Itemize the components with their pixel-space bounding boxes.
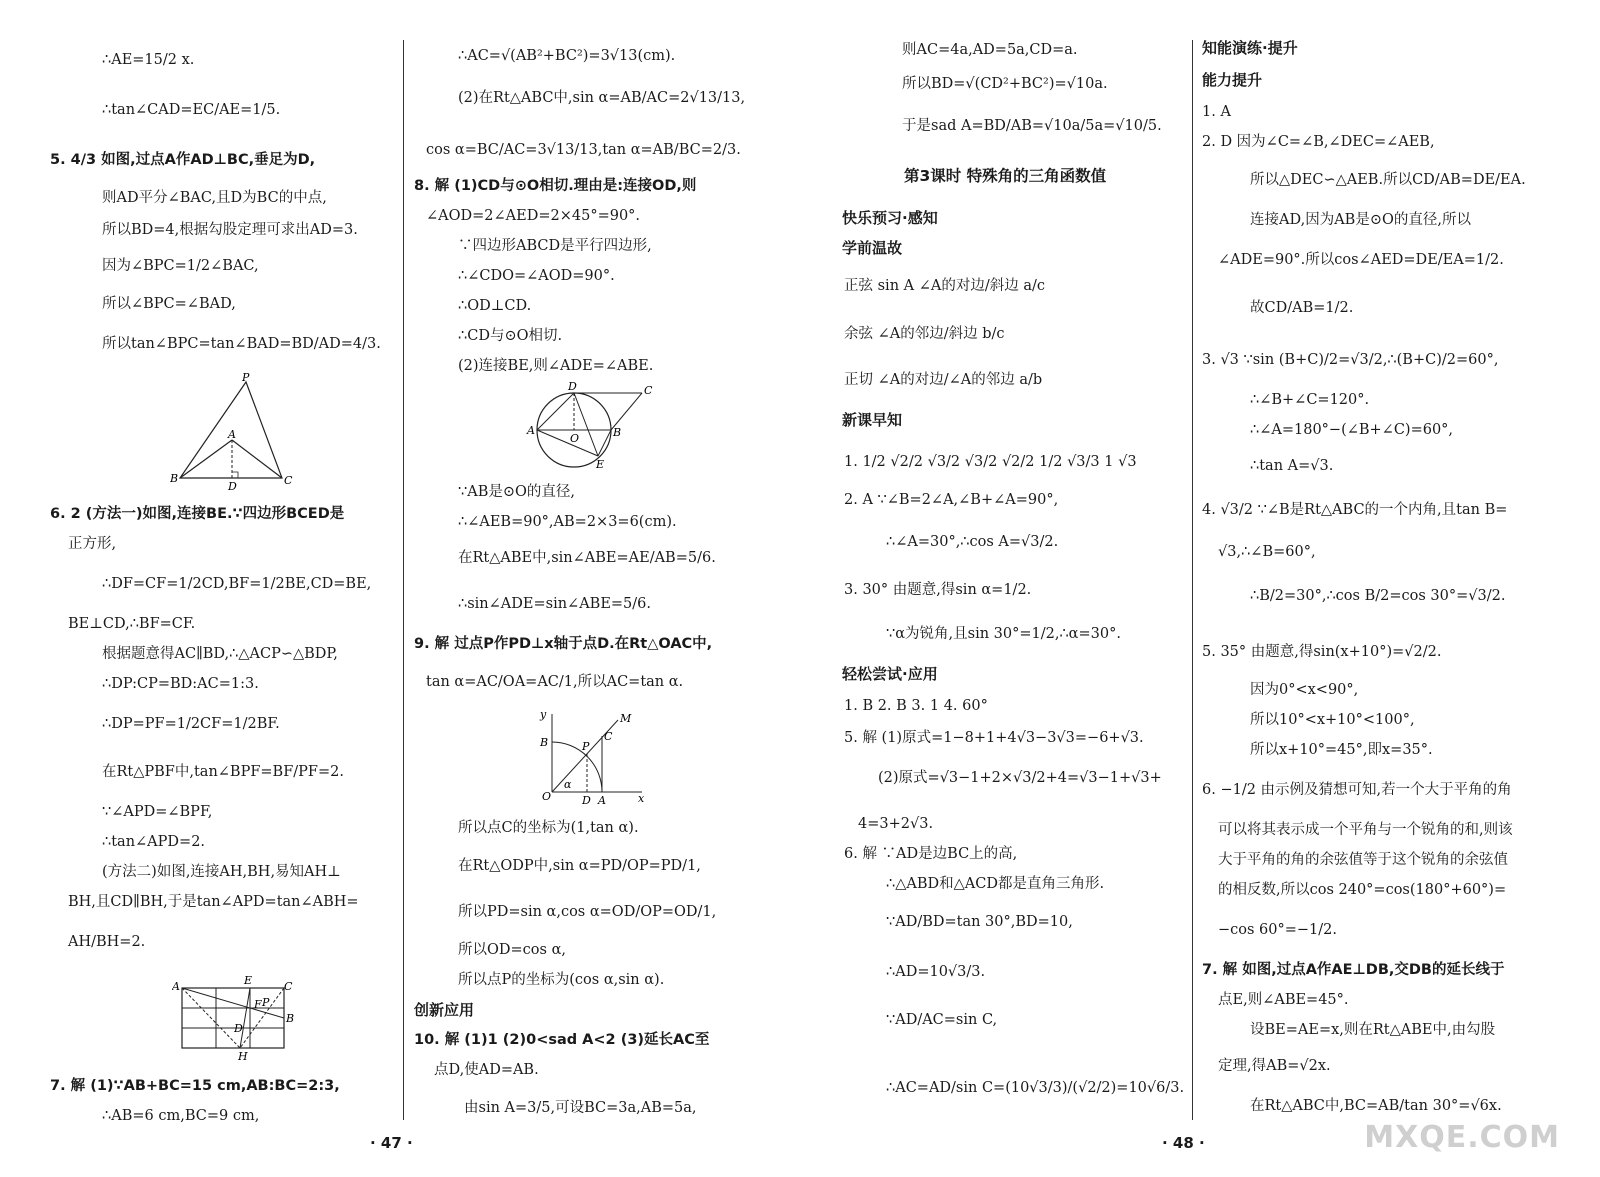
text-line: 所以BD=√(CD²+BC²)=√10a. [902,76,1108,92]
text-line: 则AD平分∠BAC,且D为BC的中点, [102,190,327,206]
text-line: ∠AOD=2∠AED=2×45°=90°. [426,208,641,224]
text-line: ∵AD/BD=tan 30°,BD=10, [886,914,1073,930]
section-heading: 轻松尝试·应用 [842,665,938,683]
section-heading: 创新应用 [414,1001,475,1019]
text-line: 由sin A=3/5,可设BC=3a,AB=5a, [464,1100,697,1116]
text-line: 的相反数,所以cos 240°=cos(180°+60°)= [1218,882,1507,898]
svg-text:H: H [238,1050,248,1062]
svg-text:E: E [596,458,605,471]
text-line: ∴DP:CP=BD:AC=1:3. [102,676,259,692]
text-line: 故CD/AB=1/2. [1250,300,1354,316]
section-heading: 快乐预习·感知 [842,209,938,227]
text-line: 3. 30° 由题意,得sin α=1/2. [844,582,1032,598]
text-line: 点E,则∠ABE=45°. [1218,992,1349,1008]
text-line: ∴AC=AD/sin C=(10√3/3)/(√2/2)=10√6/3. [886,1080,1185,1096]
text-line: 正方形, [68,536,117,552]
text-line: 连接AD,因为AB是⊙O的直径,所以 [1250,212,1471,228]
svg-text:P: P [262,996,270,1009]
svg-text:D: D [228,480,237,493]
figure-coordinate-unit-circle [538,708,648,808]
text-line: 5. 35° 由题意,得sin(x+10°)=√2/2. [1202,644,1442,660]
svg-text:O: O [570,432,580,445]
text-line: 6. 解 ∵AD是边BC上的高, [844,846,1018,862]
text-line: BH,且CD∥BH,于是tan∠APD=tan∠ABH= [68,894,359,910]
svg-text:E: E [244,974,253,987]
text-line: ∴tan∠APD=2. [102,834,206,850]
section-heading: 知能演练·提升 [1202,39,1298,57]
page-number-left: · 47 · [370,1134,413,1152]
text-line: ∵AB是⊙O的直径, [458,484,575,500]
text-line: ∴∠CDO=∠AOD=90°. [458,268,615,284]
svg-text:A: A [598,794,606,807]
section-heading: 学前温故 [842,239,903,257]
text-line: √3,∴∠B=60°, [1218,544,1316,560]
lesson-title: 第3课时 特殊角的三角函数值 [904,167,1107,185]
text-line: ∴∠A=30°,∴cos A=√3/2. [886,534,1059,550]
question-7-right: 7. 解 如图,过点A作AE⊥DB,交DB的延长线于 [1202,962,1505,978]
svg-text:O: O [542,790,552,803]
text-line: 1. B 2. B 3. 1 4. 60° [844,698,988,714]
question-7: 7. 解 (1)∵AB+BC=15 cm,AB:BC=2:3, [50,1078,340,1094]
text-line: ∵α为锐角,且sin 30°=1/2,∴α=30°. [886,626,1121,642]
svg-text:A: A [228,428,236,441]
text-line: 所以点P的坐标为(cos α,sin α). [458,972,665,988]
text-line: (2)原式=√3−1+2×√3/2+4=√3−1+√3+ [878,770,1162,786]
text-line: ∴B/2=30°,∴cos B/2=cos 30°=√3/2. [1250,588,1506,604]
text-line: ∴OD⊥CD. [458,298,532,314]
text-line: 所以△DEC∽△AEB.所以CD/AB=DE/EA. [1250,172,1526,188]
figure-triangle-pbc [170,372,300,494]
text-line: 在Rt△ABE中,sin∠ABE=AE/AB=5/6. [458,550,716,566]
svg-text:C: C [284,474,293,487]
text-line: ∴∠B+∠C=120°. [1250,392,1370,408]
svg-text:M: M [620,712,632,725]
section-heading: 新课早知 [842,411,903,429]
text-line: ∴tan∠CAD=EC/AE=1/5. [102,102,281,118]
svg-text:P: P [582,740,590,753]
question-6: 6. 2 (方法一)如图,连接BE.∵四边形BCED是 [50,506,345,522]
svg-text:B: B [613,426,622,439]
text-line: 因为0°<x<90°, [1250,682,1359,698]
svg-text:D: D [582,794,591,807]
text-line: 于是sad A=BD/AB=√10a/5a=√10/5. [902,118,1162,134]
text-line: 在Rt△PBF中,tan∠BPF=BF/PF=2. [102,764,344,780]
figure-circle-tangent [522,380,662,472]
text-line: 4=3+2√3. [858,816,934,832]
text-line: ∴DF=CF=1/2CD,BF=1/2BE,CD=BE, [102,576,372,592]
text-line: ∴AB=6 cm,BC=9 cm, [102,1108,260,1124]
text-line: 5. 解 (1)原式=1−8+1+4√3−3√3=−6+√3. [844,730,1144,746]
text-line: 正切 ∠A的对边/∠A的邻边 a/b [844,372,1043,388]
column-divider-right [1192,40,1193,1120]
figure-grid-rectangle [172,974,296,1062]
text-line: ∵∠APD=∠BPF, [102,804,213,820]
svg-text:F: F [254,998,262,1011]
text-line: (2)在Rt△ABC中,sin α=AB/AC=2√13/13, [458,90,746,106]
text-line: 则AC=4a,AD=5a,CD=a. [902,42,1078,58]
text-line: 4. √3/2 ∵∠B是Rt△ABC的一个内角,且tan B= [1202,502,1508,518]
text-line: cos α=BC/AC=3√13/13,tan α=AB/BC=2/3. [426,142,741,158]
question-10: 10. 解 (1)1 (2)0<sad A<2 (3)延长AC至 [414,1032,710,1048]
svg-text:B: B [286,1012,295,1025]
svg-text:C: C [644,384,653,397]
svg-text:A: A [527,424,535,437]
text-line: 根据题意得AC∥BD,∴△ACP∽△BDP, [102,646,338,662]
text-line: 所以PD=sin α,cos α=OD/OP=OD/1, [458,904,717,920]
svg-text:A: A [172,980,180,993]
svg-text:B: B [170,472,179,485]
question-9: 9. 解 过点P作PD⊥x轴于点D.在Rt△OAC中, [414,636,713,652]
text-line: ∵AD/AC=sin C, [886,1012,998,1028]
text-line: 在Rt△ODP中,sin α=PD/OP=PD/1, [458,858,701,874]
page-number-right: · 48 · [1162,1134,1205,1152]
text-line: 因为∠BPC=1/2∠BAC, [102,258,259,274]
text-line: 2. D 因为∠C=∠B,∠DEC=∠AEB, [1202,134,1435,150]
text-line: BE⊥CD,∴BF=CF. [68,616,196,632]
text-line: 大于平角的角的余弦值等于这个锐角的余弦值 [1218,852,1508,868]
watermark: MXQE.COM [1364,1120,1560,1155]
text-line: −cos 60°=−1/2. [1218,922,1337,938]
svg-text:α: α [564,778,572,791]
text-line: (2)连接BE,则∠ADE=∠ABE. [458,358,654,374]
section-heading: 能力提升 [1202,71,1263,89]
text-line: 定理,得AB=√2x. [1218,1058,1331,1074]
svg-text:x: x [638,792,645,805]
text-line: 1. 1/2 √2/2 √3/2 √3/2 √2/2 1/2 √3/3 1 √3 [844,454,1137,470]
text-line: 2. A ∵∠B=2∠A,∠B+∠A=90°, [844,492,1059,508]
text-line: ∴sin∠ADE=sin∠ABE=5/6. [458,596,651,612]
text-line: 余弦 ∠A的邻边/斜边 b/c [844,326,1005,342]
text-line: ∵四边形ABCD是平行四边形, [458,238,652,254]
text-line: ∴tan A=√3. [1250,458,1334,474]
text-line: 所以OD=cos α, [458,942,566,958]
text-line: ∴AC=√(AB²+BC²)=3√13(cm). [458,48,676,64]
question-5: 5. 4/3 如图,过点A作AD⊥BC,垂足为D, [50,152,316,168]
svg-text:D: D [568,380,577,393]
text-line: 设BE=AE=x,则在Rt△ABE中,由勾股 [1250,1022,1496,1038]
text-line: tan α=AC/OA=AC/1,所以AC=tan α. [426,674,684,690]
text-line: 所以BD=4,根据勾股定理可求出AD=3. [102,222,358,238]
text-line: ∴∠AEB=90°,AB=2×3=6(cm). [458,514,677,530]
text-line: 可以将其表示成一个平角与一个锐角的和,则该 [1218,822,1513,838]
svg-text:P: P [242,372,250,384]
svg-text:C: C [284,980,293,993]
text-line: ∴AD=10√3/3. [886,964,986,980]
text-line: AH/BH=2. [68,934,146,950]
text-line: ∴CD与⊙O相切. [458,328,563,344]
question-8: 8. 解 (1)CD与⊙O相切.理由是:连接OD,则 [414,178,697,194]
svg-text:D: D [234,1022,243,1035]
svg-text:y: y [540,708,547,721]
text-line: 所以x+10°=45°,即x=35°. [1250,742,1433,758]
svg-text:C: C [604,730,613,743]
text-line: 所以∠BPC=∠BAD, [102,296,236,312]
text-line: 在Rt△ABC中,BC=AB/tan 30°=√6x. [1250,1098,1502,1114]
text-line: 1. A [1202,104,1231,120]
text-line: ∴∠A=180°−(∠B+∠C)=60°, [1250,422,1454,438]
text-line: 3. √3 ∵sin (B+C)/2=√3/2,∴(B+C)/2=60°, [1202,352,1499,368]
text-line: 所以tan∠BPC=tan∠BAD=BD/AD=4/3. [102,336,381,352]
text-line: 正弦 sin A ∠A的对边/斜边 a/c [844,278,1045,294]
text-line: ∴△ABD和△ACD都是直角三角形. [886,876,1105,892]
column-divider-left [403,40,404,1120]
text-line: ∴DP=PF=1/2CF=1/2BF. [102,716,280,732]
text-line: (方法二)如图,连接AH,BH,易知AH⊥ [102,864,341,880]
text-line: 6. −1/2 由示例及猜想可知,若一个大于平角的角 [1202,782,1512,798]
text-line: ∴AE=15/2 x. [102,52,195,68]
text-line: 所以10°<x+10°<100°, [1250,712,1415,728]
text-line: 所以点C的坐标为(1,tan α). [458,820,639,836]
text-line: 点D,使AD=AB. [434,1062,539,1078]
svg-text:B: B [540,736,549,749]
text-line: ∠ADE=90°.所以cos∠AED=DE/EA=1/2. [1218,252,1504,268]
